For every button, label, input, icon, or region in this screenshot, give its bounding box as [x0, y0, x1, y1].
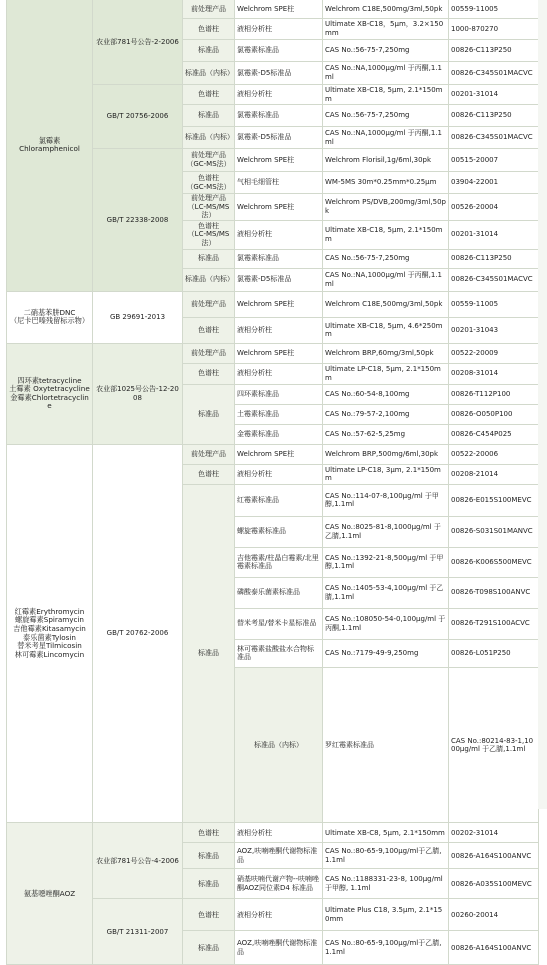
product-name: Welchrom SPE柱 — [235, 0, 323, 19]
product-name: 氯霉素标准品 — [235, 249, 323, 268]
product-code: 00826-A164S100ANVC — [449, 931, 539, 965]
product-spec: Welchrom BRP,60mg/3ml,50pk — [323, 343, 449, 363]
product-spec: Ultimate LP-C18, 3μm, 2.1*150mm — [323, 464, 449, 484]
product-spec: CAS No.:56-75-7,250mg — [323, 40, 449, 62]
product-spec: Ultimate Plus C18, 3.5μm, 2.1*150mm — [323, 899, 449, 931]
product-name: 硝基呋喃代谢产物--呋喃唑酮AOZ同位素D4 标准品 — [235, 869, 323, 899]
product-name: 液相分析柱 — [235, 363, 323, 384]
product-spec: Welchrom Florisil,1g/6ml,30pk — [323, 149, 449, 172]
product-type: 标准品 — [183, 484, 235, 823]
product-name: 液相分析柱 — [235, 317, 323, 343]
product-type: 前处理产品 — [183, 444, 235, 464]
product-code: 00826-C113P250 — [449, 40, 539, 62]
product-name: Welchrom SPE柱 — [235, 291, 323, 317]
product-spec: CAS No.:1405-53-4,100μg/ml 于乙腈,1.1ml — [323, 577, 449, 608]
product-code: 00202-31014 — [449, 823, 539, 843]
product-spec: WM-5MS 30m*0.25mm*0.25μm — [323, 172, 449, 194]
standard-number: GB 29691-2013 — [93, 291, 183, 343]
product-type: 标准品（内标） — [183, 268, 235, 291]
table-row — [7, 823, 539, 843]
product-type: 色谱柱 — [183, 317, 235, 343]
product-name: 氯霉素-D5标准品 — [235, 62, 323, 85]
product-type: 标准品 — [183, 105, 235, 127]
compound-name: 氨基噁唑酮AOZ — [7, 823, 93, 965]
product-code: 00522-20009 — [449, 343, 539, 363]
table-row — [7, 444, 539, 464]
product-spec: CAS No.:57-62-5,25mg — [323, 424, 449, 444]
product-type: 色谱柱 — [183, 363, 235, 384]
product-name: AOZ,呋喃唑酮代谢物标准品 — [235, 931, 323, 965]
product-type: 前处理产品 （GC-MS法） — [183, 149, 235, 172]
product-type: 前处理产品 — [183, 343, 235, 363]
product-code: 00826-E015S100MEVC — [449, 484, 539, 516]
product-name: 罗红霉素标准品 — [323, 667, 449, 823]
product-spec: CAS No.:56-75-7,250mg — [323, 105, 449, 127]
product-code: 00522-20006 — [449, 444, 539, 464]
product-spec: CAS No.:80-65-9,100μg/ml于乙腈,1.1ml — [323, 843, 449, 869]
product-code: 00201-31014 — [449, 85, 539, 105]
product-spec: CAS No.:60-54-8,100mg — [323, 384, 449, 404]
product-name: 气相毛细管柱 — [235, 172, 323, 194]
product-name: 液相分析柱 — [235, 464, 323, 484]
product-spec: Welchrom BRP,500mg/6ml,30pk — [323, 444, 449, 464]
product-spec: Welchrom C18E,500mg/3ml,50pk — [323, 291, 449, 317]
product-code: 00826-C113P250 — [449, 105, 539, 127]
product-name: 磷酸泰乐菌素标准品 — [235, 577, 323, 608]
product-code: 00826-C345S01MACVC — [449, 268, 539, 291]
product-type: 前处理产品 （LC-MS/MS法） — [183, 194, 235, 221]
standard-number: GB/T 22338-2008 — [93, 149, 183, 292]
product-code: 00826-A164S100ANVC — [449, 843, 539, 869]
compound-name: 四环素tetracycline 土霉素 Oxytetracycline 金霉素Chlortetracycline — [7, 343, 93, 444]
product-code: 00260-20014 — [449, 899, 539, 931]
product-name: 替米考星/替米卡星标准品 — [235, 608, 323, 639]
product-name: Welchrom SPE柱 — [235, 444, 323, 464]
product-spec: CAS No.:80214-83-1,1000μg/ml 于乙腈,1.1ml — [449, 667, 539, 823]
product-name: 氯霉素-D5标准品 — [235, 127, 323, 149]
product-name: 红霉素标准品 — [235, 484, 323, 516]
product-spec: Ultimate XB-C18，5μm，3.2×150mm — [323, 19, 449, 40]
product-spec: Welchrom PS/DVB,200mg/3ml,50pk — [323, 194, 449, 221]
product-code: 00826-O050P100 — [449, 404, 539, 424]
product-spec: Ultimate XB-C18, 5μm, 2.1*150mm — [323, 85, 449, 105]
product-code: 00208-31014 — [449, 363, 539, 384]
product-name: 液相分析柱 — [235, 19, 323, 40]
product-spec: Welchrom C18E,500mg/3ml,50pk — [323, 0, 449, 19]
product-name: Welchrom SPE柱 — [235, 149, 323, 172]
product-type: 前处理产品 — [183, 291, 235, 317]
product-spec: CAS No.:NA,1000μg/ml 于丙酮,1.1ml — [323, 127, 449, 149]
product-code: 00826-C345S01MACVC — [449, 62, 539, 85]
table-row — [7, 291, 539, 317]
product-code: 00826-T112P100 — [449, 384, 539, 404]
standard-number: GB/T 20762-2006 — [93, 444, 183, 823]
table-row — [7, 0, 539, 19]
product-type: 标准品（内标） — [183, 62, 235, 85]
standard-number: GB/T 21311-2007 — [93, 899, 183, 965]
product-name: 螺旋霉素标准品 — [235, 516, 323, 547]
product-code: 00515-20007 — [449, 149, 539, 172]
product-code: 1000-870270 — [449, 19, 539, 40]
product-name: 液相分析柱 — [235, 899, 323, 931]
product-spec: CAS No.:80-65-9,100μg/ml于乙腈,1.1ml — [323, 931, 449, 965]
product-code: 00826-A035S100MEVC — [449, 869, 539, 899]
product-code: 00826-C454P025 — [449, 424, 539, 444]
product-spec: CAS No.:1392-21-8,500μg/ml 于甲醇,1.1ml — [323, 547, 449, 577]
product-code: 00826-S031S01MANVC — [449, 516, 539, 547]
product-spec: CAS No.:1188331-23-8, 100μg/ml于甲醇, 1.1ml — [323, 869, 449, 899]
product-code: 00201-31014 — [449, 220, 539, 249]
product-type: 标准品 — [183, 384, 235, 444]
product-type: 色谱柱 — [183, 899, 235, 931]
product-name: 金霉素标准品 — [235, 424, 323, 444]
product-name: 液相分析柱 — [235, 220, 323, 249]
compound-name: 二硝基苯肼DNC （尼卡巴嗪残留标示物） — [7, 291, 93, 343]
product-type: 色谱柱 （LC-MS/MS法） — [183, 220, 235, 249]
product-type: 标准品 — [183, 931, 235, 965]
product-type: 标准品 — [183, 869, 235, 899]
product-type: 色谱柱 — [183, 464, 235, 484]
product-table-container — [6, 0, 538, 965]
product-name: 液相分析柱 — [235, 823, 323, 843]
product-spec: CAS No.:114-07-8,100μg/ml 于甲醇,1.1ml — [323, 484, 449, 516]
table-row — [7, 343, 539, 363]
product-code: 00201-31043 — [449, 317, 539, 343]
product-spec: Ultimate XB-C18, 5μm, 2.1*150mm — [323, 220, 449, 249]
product-table-body — [7, 0, 539, 965]
product-name: AOZ,呋喃唑酮代谢物标准品 — [235, 843, 323, 869]
product-name: 氯霉素标准品 — [235, 105, 323, 127]
product-spec: CAS No.:NA,1000μg/ml 于丙酮,1.1ml — [323, 268, 449, 291]
product-name: 吉他霉素/柱晶白霉素/北里霉素标准品 — [235, 547, 323, 577]
compound-name: 氯霉素 Chloramphenicol — [7, 0, 93, 291]
product-type: 色谱柱 — [183, 19, 235, 40]
product-name: 氯霉素标准品 — [235, 40, 323, 62]
product-spec: CAS No.:56-75-7,250mg — [323, 249, 449, 268]
product-spec: CAS No.:79-57-2,100mg — [323, 404, 449, 424]
product-code: 00208-21014 — [449, 464, 539, 484]
product-type: 标准品 — [183, 843, 235, 869]
product-code: 00826-T291S100ACVC — [449, 608, 539, 639]
product-name: 土霉素标准品 — [235, 404, 323, 424]
compound-name: 红霉素Erythromycin 螺旋霉素Spiramycin 吉他霉素Kitasamycin 泰乐菌素Tylosin 替米考星Tilmicosin 林可霉素Lincomycin — [7, 444, 93, 823]
product-spec: CAS No.:7179-49-9,250mg — [323, 639, 449, 667]
scrollbar-track[interactable] — [538, 0, 547, 809]
product-code: 00559-11005 — [449, 291, 539, 317]
standard-number: 农业部1025号公告-12-2008 — [93, 343, 183, 444]
product-name: 氯霉素-D5标准品 — [235, 268, 323, 291]
standard-number: GB/T 20756-2006 — [93, 85, 183, 149]
standard-number: 农业部781号公告-2-2006 — [93, 0, 183, 85]
product-type: 前处理产品 — [183, 0, 235, 19]
product-type: 色谱柱 （GC-MS法） — [183, 172, 235, 194]
product-type: 色谱柱 — [183, 823, 235, 843]
product-name: Welchrom SPE柱 — [235, 343, 323, 363]
product-code: 00526-20004 — [449, 194, 539, 221]
product-spec: Ultimate LP-C18, 5μm, 2.1*150mm — [323, 363, 449, 384]
product-spec: CAS No.:108050-54-0,100μg/ml 于丙酮,1.1ml — [323, 608, 449, 639]
product-code: 00826-L051P250 — [449, 639, 539, 667]
product-spec: CAS No.:8025-81-8,1000μg/ml 于乙腈,1.1ml — [323, 516, 449, 547]
product-type: 标准品 — [183, 249, 235, 268]
standard-number: 农业部781号公告-4-2006 — [93, 823, 183, 899]
product-code: 00826-C113P250 — [449, 249, 539, 268]
product-code: 00559-11005 — [449, 0, 539, 19]
product-name: 液相分析柱 — [235, 85, 323, 105]
product-name: 林可霉素盐酸盐水合物标准品 — [235, 639, 323, 667]
product-code: 00826-C345S01MACVC — [449, 127, 539, 149]
product-type: 标准品 — [183, 40, 235, 62]
product-code: 00826-T098S100ANVC — [449, 577, 539, 608]
product-type: 标准品（内标） — [235, 667, 323, 823]
product-table — [6, 0, 539, 965]
product-name: Welchrom SPE柱 — [235, 194, 323, 221]
product-type: 标准品（内标） — [183, 127, 235, 149]
product-code: 03904-22001 — [449, 172, 539, 194]
product-spec: CAS No.:NA,1000μg/ml 于丙酮,1.1ml — [323, 62, 449, 85]
product-type: 色谱柱 — [183, 85, 235, 105]
product-code: 00826-K006S500MEVC — [449, 547, 539, 577]
product-spec: Ultimate XB-C8, 5μm, 2.1*150mm — [323, 823, 449, 843]
product-name: 四环素标准品 — [235, 384, 323, 404]
product-spec: Ultimate XB-C18, 5μm, 4.6*250mm — [323, 317, 449, 343]
